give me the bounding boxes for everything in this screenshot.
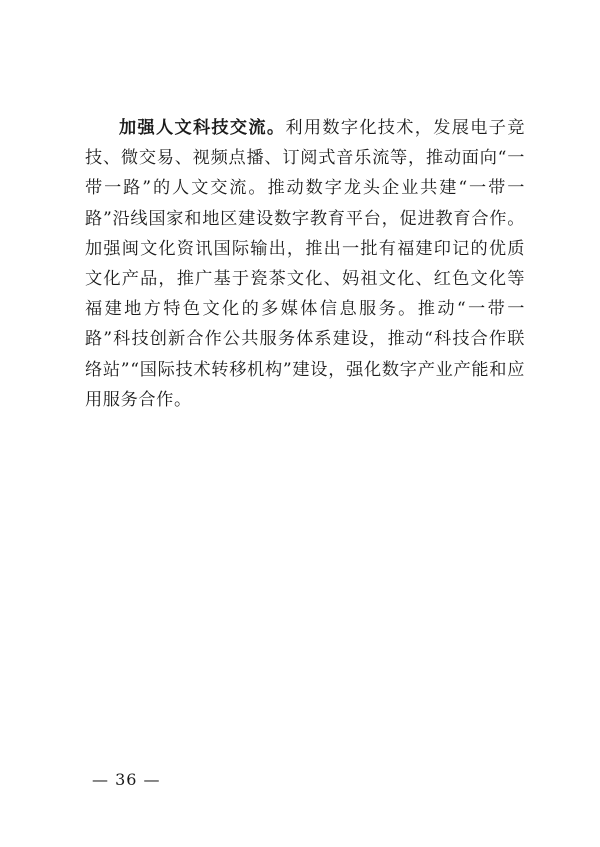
paragraph-body-text: 利用数字化技术，发展电子竞技、微交易、视频点播、订阅式音乐流等，推动面向“一带一路”的人文交流。推动数字龙头企业共建“一带一路”沿线国家和地区建设数字教育平台，促进教育合作。加强闽文化资讯国际输出，推出一批有福建印记的优质文化产品，推广基于瓷茶文化、妈祖文化、红色文化等福建地方特色文化的多媒体信息服务。推动“一带一路”科技创新合作公共服务体系建设，推动“科技合作联络站”“国际技术转移机构”建设，强化数字产业产能和应用服务合作。 [85,118,525,410]
page-number: — 36 — [92,770,161,789]
body-paragraph [85,113,525,415]
paragraph-lead-heading: 加强人文科技交流。 [119,118,286,138]
